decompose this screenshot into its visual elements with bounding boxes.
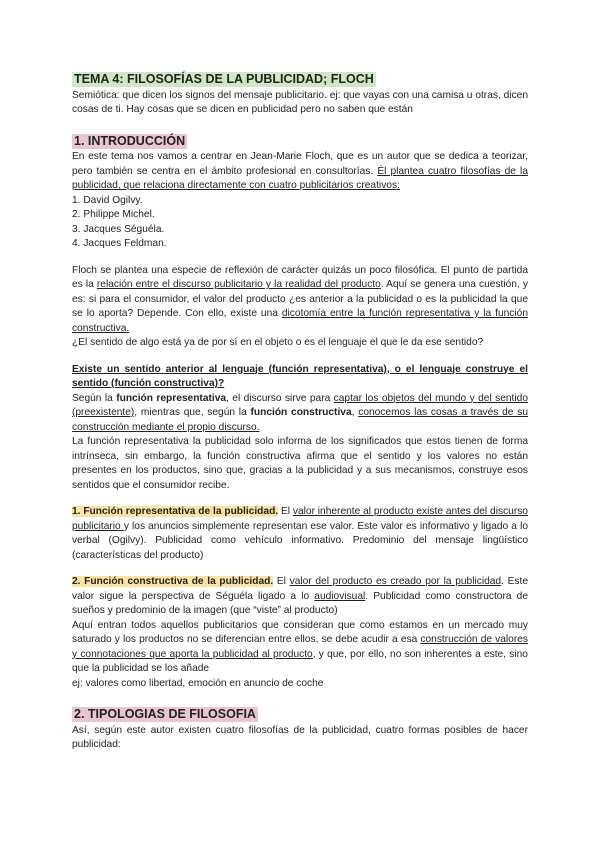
- document-content: [72, 72, 528, 753]
- text-span: , mientras que, según la: [134, 407, 251, 418]
- representative-paragraph: La función representativa la publicidad solo informa de los significados que estos tienen de forma intrínseca, sin embargo, la función constructiva afirma que el sentido y los valores no están presentes en los productos, sino que, gracias a la publicidad y a sus mecanismos, construye esos sentidos que el consumidor recibe.: [72, 436, 528, 491]
- text-span: . Este valor sigue la perspectiva de Séguéla ligado a lo: [72, 576, 528, 602]
- functions-paragraph: [72, 392, 528, 436]
- text-span: Según la: [72, 392, 117, 404]
- underlined-text: relación entre el discurso publicitario y la realidad del producto: [96, 279, 381, 290]
- underlined-text: audiovisual: [314, 590, 366, 602]
- text-span: El: [273, 576, 290, 587]
- text-span: y que, por ello, no son inherentes a este, sino que la publicidad se los añade: [72, 648, 528, 674]
- highlighted-heading: 1. Función representativa de la publicidad.: [72, 506, 279, 517]
- text-span: En este tema nos vamos a centrar en Jean-Marie Floch, que es un autor que se dedica a teorizar, pero también se centra en el ámbito profesional en consultorías.: [72, 151, 528, 177]
- page-title: TEMA 4: FILOSOFÍAS DE LA PUBLICIDAD; FLOCH: [74, 72, 374, 86]
- underlined-text: Él plantea cuatro filosofías de la publicidad, que relaciona directamente con cuatro publicitarios creativos:: [72, 165, 528, 191]
- question-line: ¿El sentido de algo está ya de por sí en el objeto o es el lenguaje el que le da ese sentido?: [72, 337, 484, 348]
- saturated-market-paragraph: [72, 619, 528, 677]
- section-heading-tipologias: 2. TIPOLOGIAS DE FILOSOFIA: [74, 707, 256, 721]
- text-span: Aquí entran todos aquellos publicitarios que consideran que como estamos en un mercado muy saturado y los productos no se diferencian entre ellos, se debe acudir a esa: [72, 619, 528, 645]
- text-span: . Publicidad como constructora de sueños y predominio de la imagen (que “viste” al producto): [72, 590, 528, 616]
- highlighted-heading: 2. Función constructiva de la publicidad.: [72, 576, 274, 587]
- underlined-text: valor inherente al producto existe antes del discurso publicitario: [72, 506, 528, 532]
- text-span: , el discurso sirve para: [226, 392, 334, 404]
- underlined-text: dicotomía entre la función representativa y la función constructiva.: [72, 308, 528, 334]
- example-line: ej: valores como libertad, emoción en anuncio de coche: [72, 677, 324, 689]
- section-heading-introduccion: 1. INTRODUCCIÓN: [74, 133, 186, 148]
- bold-question: Existe un sentido anterior al lenguaje (función representativa), o el lenguaje construye el sentido (función constructiva)?: [72, 363, 528, 389]
- list-item: 4. Jacques Feldman.: [72, 238, 167, 249]
- text-span: ,: [351, 407, 359, 418]
- intro-paragraph: Semiótica: que dicen los signos del mensaje publicitario. ej: que vayas con una camisa u otras, dicen cosas de ti. Hay cosas que se dicen en publicidad pero no saben que están: [72, 89, 528, 115]
- text-span: y los anuncios simplemente representan ese valor. Este valor es informativo y ligado a lo verbal (Ogilvy). Publicidad como vehículo informativo. Predominio del mensaje lingüístico (características del producto): [72, 520, 528, 561]
- function-1-paragraph: [72, 505, 528, 563]
- text-span: Floch se plantea una especie de reflexión de carácter quizás un poco filosófica. El punto de partida es la: [72, 264, 528, 290]
- underlined-text: conocemos las cosas a través de su construcción mediante el propio discurso.: [72, 407, 528, 433]
- publicists-list: [72, 194, 528, 252]
- bold-text: función constructiva: [250, 407, 352, 418]
- bold-text: función representativa: [116, 392, 227, 404]
- underlined-text: captar los objetos del mundo y del sentido (preexistente): [72, 392, 528, 418]
- underlined-text: construcción de valores y connotaciones que aporta la publicidad al producto,: [72, 634, 528, 660]
- intro-section-paragraph: [72, 150, 528, 194]
- list-item: 2. Philippe Michel.: [72, 209, 155, 220]
- tipologias-paragraph: Así, según este autor existen cuatro filosofías de la publicidad, cuatro formas posibles de hacer publicidad:: [72, 724, 528, 750]
- underlined-text: valor del producto es creado por la publicidad: [289, 576, 502, 587]
- text-span: . Aquí se genera una cuestión, y es: si para el consumidor, el valor del producto ¿es anterior a la publicidad o es la publicidad la que se lo aporta? Depende. Con ello, existe una: [72, 279, 528, 319]
- floch-paragraph: [72, 264, 528, 337]
- list-item: 3. Jacques Séguéla.: [72, 223, 165, 235]
- function-2-paragraph: [72, 575, 528, 619]
- list-item: 1. David Ogilvy.: [72, 194, 143, 206]
- text-span: El: [278, 506, 293, 517]
